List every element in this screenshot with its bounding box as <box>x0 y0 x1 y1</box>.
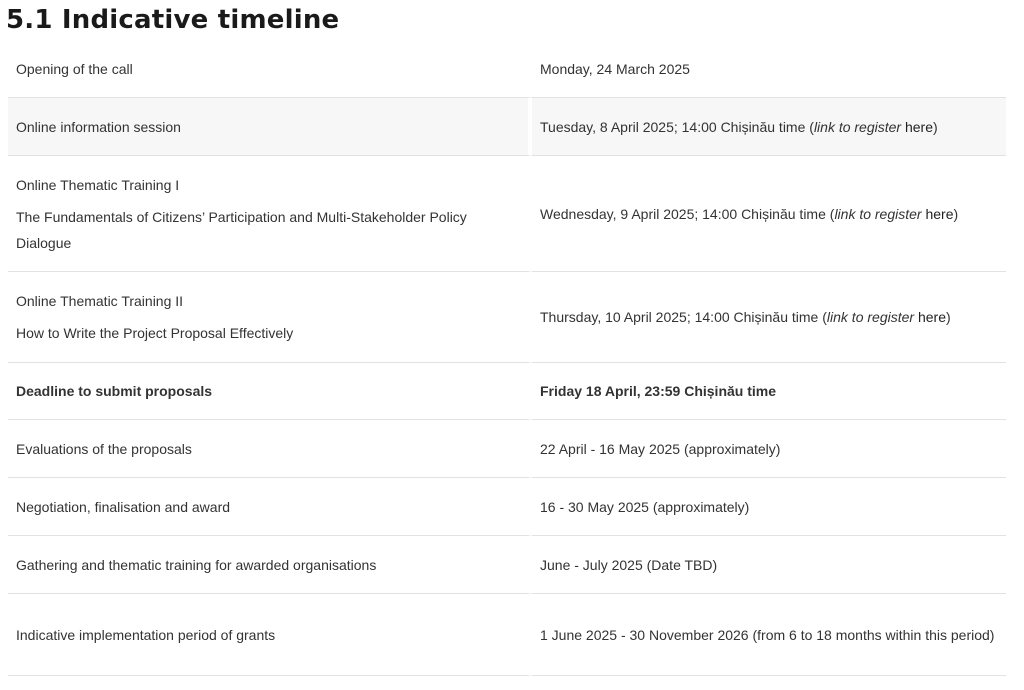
timeline-table <box>8 41 1006 676</box>
date-cell: 22 April - 16 May 2025 (approximately) <box>532 420 1006 478</box>
event-cell <box>8 156 532 272</box>
event-subtitle: How to Write the Project Proposal Effectively <box>16 325 294 341</box>
date-suffix: ) <box>933 118 938 135</box>
date-cell <box>532 156 1006 272</box>
table-row <box>8 272 1006 363</box>
date-text: Tuesday, 8 April 2025; 14:00 Chișinău time ( <box>540 118 814 135</box>
date-cell <box>532 272 1006 363</box>
event-cell: Opening of the call <box>8 41 532 98</box>
table-row <box>8 536 1006 594</box>
link-label: link to register <box>826 309 918 325</box>
date-suffix: ) <box>953 205 959 222</box>
event-cell: Online information session <box>8 98 532 156</box>
table-row <box>8 41 1006 98</box>
event-cell: Gathering and thematic training for awarded organisations <box>8 536 532 594</box>
event-title: Online Thematic Training II <box>16 293 184 309</box>
date-cell: 1 June 2025 - 30 November 2026 (from 6 to 18 months within this period) <box>532 594 1006 676</box>
register-link[interactable]: here <box>925 205 954 222</box>
date-text: Thursday, 10 April 2025; 14:00 Chișinău time ( <box>540 309 827 325</box>
date-cell: Friday 18 April, 23:59 Chișinău time <box>532 363 1006 420</box>
link-label: link to register <box>813 118 905 135</box>
register-link[interactable]: here <box>917 309 946 325</box>
table-row <box>8 363 1006 420</box>
register-link[interactable]: here <box>904 118 934 135</box>
date-cell: Monday, 24 March 2025 <box>532 41 1006 98</box>
section-title: 5.1 Indicative timeline <box>6 5 340 35</box>
event-cell: Deadline to submit proposals <box>8 363 532 420</box>
event-cell: Negotiation, finalisation and award <box>8 478 532 536</box>
event-cell: Evaluations of the proposals <box>8 420 532 478</box>
date-cell <box>532 98 1006 156</box>
date-suffix: ) <box>945 309 951 325</box>
date-text: Wednesday, 9 April 2025; 14:00 Chișinău time ( <box>540 205 835 222</box>
event-cell <box>8 272 532 363</box>
date-cell: June - July 2025 (Date TBD) <box>532 536 1006 594</box>
table-row <box>8 478 1006 536</box>
table-row <box>8 594 1006 676</box>
event-subtitle: The Fundamentals of Citizens’ Participation and Multi-Stakeholder Policy Dialogue <box>16 208 467 251</box>
table-row <box>8 420 1006 478</box>
link-label: link to register <box>834 205 926 222</box>
table-row <box>8 98 1006 156</box>
event-title: Online Thematic Training I <box>16 176 180 193</box>
event-cell: Indicative implementation period of grants <box>8 594 532 676</box>
table-row <box>8 156 1006 272</box>
date-cell: 16 - 30 May 2025 (approximately) <box>532 478 1006 536</box>
